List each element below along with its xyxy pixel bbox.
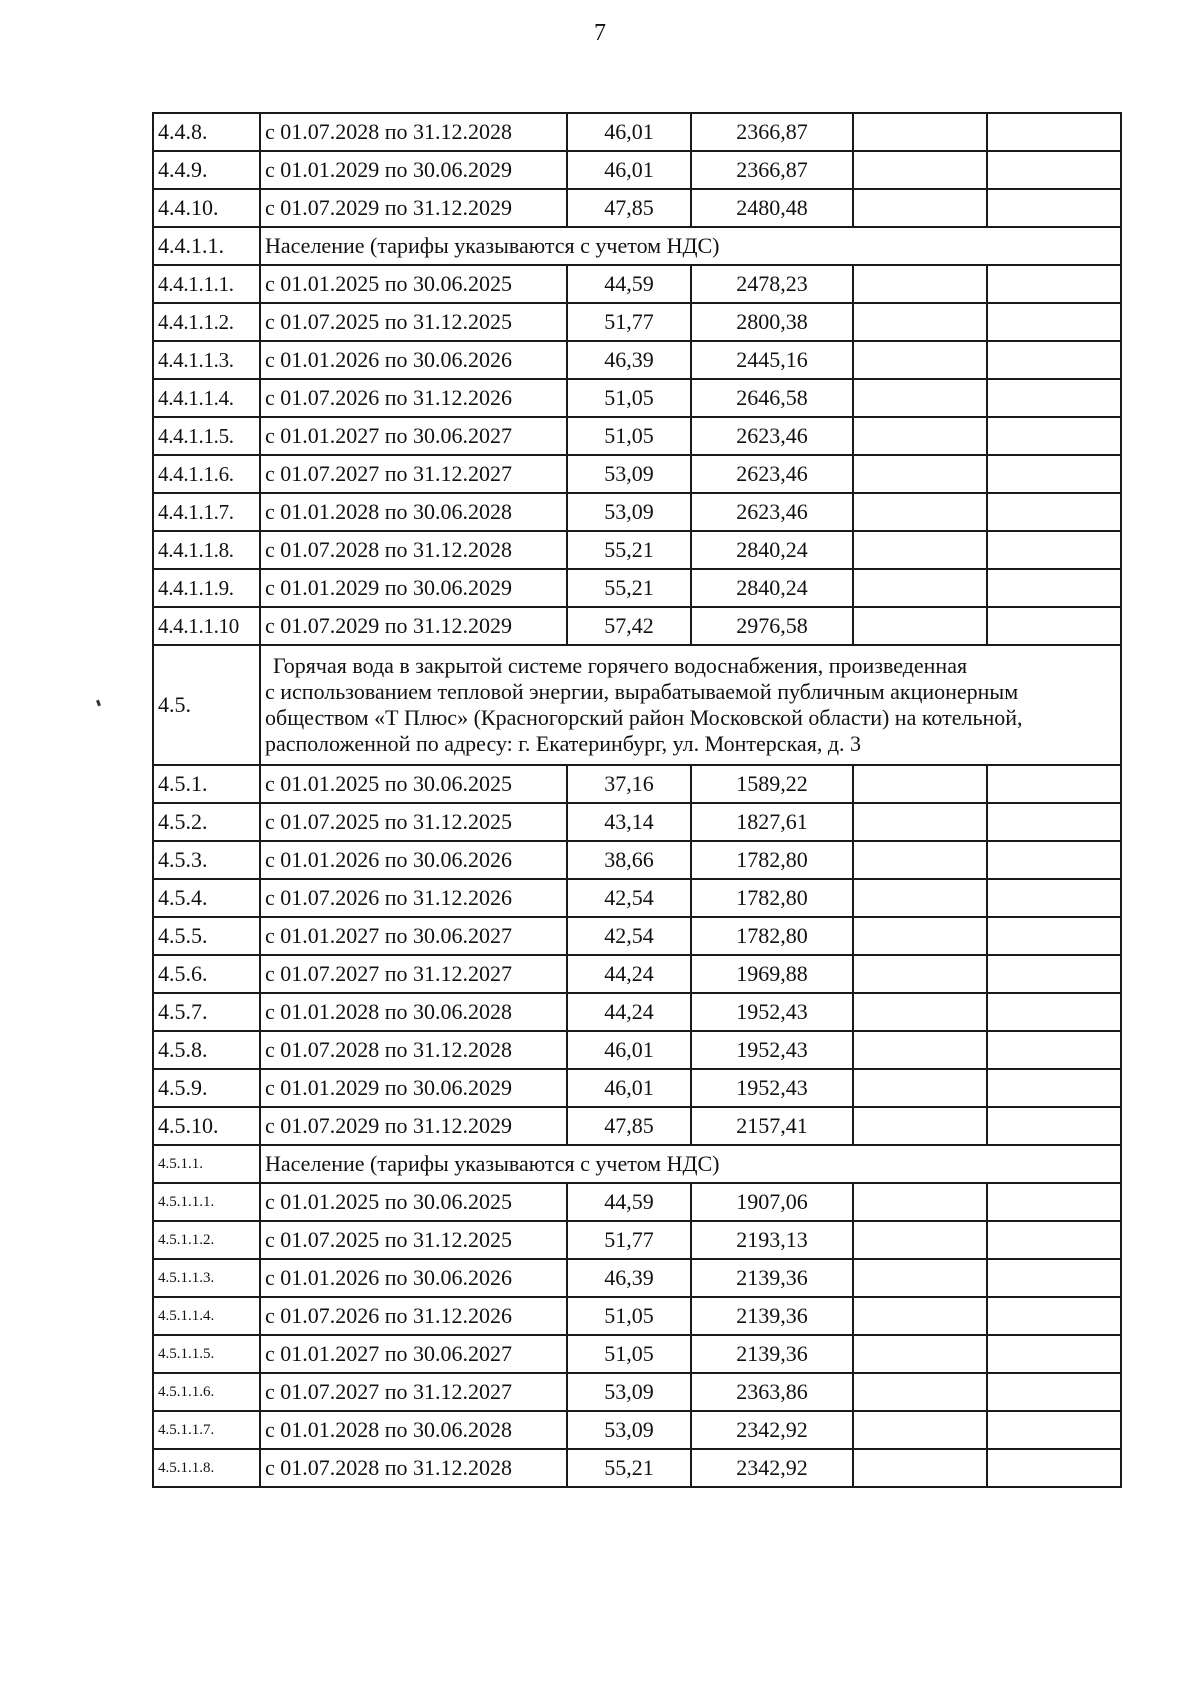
value-cell: 1952,43 — [691, 1069, 853, 1107]
empty-cell — [853, 879, 987, 917]
empty-cell — [853, 265, 987, 303]
period-cell: с 01.07.2025 по 31.12.2025 — [260, 303, 567, 341]
value-cell: 1589,22 — [691, 765, 853, 803]
empty-cell — [987, 341, 1121, 379]
empty-cell — [853, 993, 987, 1031]
value-cell: 38,66 — [567, 841, 691, 879]
table-row — [153, 879, 1121, 917]
value-cell: 46,39 — [567, 341, 691, 379]
row-number: 4.4.1.1. — [153, 227, 260, 265]
value-cell: 2623,46 — [691, 417, 853, 455]
empty-cell — [853, 379, 987, 417]
period-cell: с 01.01.2026 по 30.06.2026 — [260, 841, 567, 879]
row-number: 4.5.1.1. — [153, 1145, 260, 1183]
empty-cell — [853, 841, 987, 879]
empty-cell — [987, 1335, 1121, 1373]
empty-cell — [853, 955, 987, 993]
empty-cell — [853, 1297, 987, 1335]
value-cell: 51,05 — [567, 379, 691, 417]
section-description-line: обществом «Т Плюс» (Красногорский район Московской области) на котельной, — [265, 705, 1023, 730]
empty-cell — [853, 607, 987, 645]
period-cell: с 01.07.2028 по 31.12.2028 — [260, 1449, 567, 1487]
period-cell: с 01.01.2025 по 30.06.2025 — [260, 765, 567, 803]
table-row — [153, 955, 1121, 993]
period-cell: с 01.01.2027 по 30.06.2027 — [260, 417, 567, 455]
period-cell: с 01.01.2028 по 30.06.2028 — [260, 993, 567, 1031]
value-cell: 47,85 — [567, 189, 691, 227]
table-row — [153, 607, 1121, 645]
period-cell: с 01.07.2026 по 31.12.2026 — [260, 379, 567, 417]
row-number: 4.5.7. — [153, 993, 260, 1031]
period-cell: с 01.07.2027 по 31.12.2027 — [260, 955, 567, 993]
period-cell: с 01.07.2028 по 31.12.2028 — [260, 113, 567, 151]
section-row — [153, 227, 1121, 265]
row-number: 4.5.2. — [153, 803, 260, 841]
value-cell: 1907,06 — [691, 1183, 853, 1221]
period-cell: с 01.07.2025 по 31.12.2025 — [260, 1221, 567, 1259]
table-row — [153, 1373, 1121, 1411]
value-cell: 44,59 — [567, 265, 691, 303]
empty-cell — [853, 531, 987, 569]
row-number: 4.4.1.1.5. — [153, 417, 260, 455]
empty-cell — [987, 189, 1121, 227]
table-row — [153, 303, 1121, 341]
empty-cell — [987, 1069, 1121, 1107]
value-cell: 51,05 — [567, 1335, 691, 1373]
value-cell: 2139,36 — [691, 1259, 853, 1297]
empty-cell — [987, 917, 1121, 955]
value-cell: 1782,80 — [691, 879, 853, 917]
value-cell: 55,21 — [567, 1449, 691, 1487]
value-cell: 53,09 — [567, 1373, 691, 1411]
value-cell: 2342,92 — [691, 1449, 853, 1487]
empty-cell — [853, 455, 987, 493]
empty-cell — [853, 1411, 987, 1449]
empty-cell — [987, 493, 1121, 531]
value-cell: 2139,36 — [691, 1335, 853, 1373]
value-cell: 2193,13 — [691, 1221, 853, 1259]
table-row — [153, 113, 1121, 151]
value-cell: 2623,46 — [691, 493, 853, 531]
empty-cell — [987, 879, 1121, 917]
empty-cell — [987, 1107, 1121, 1145]
empty-cell — [853, 1183, 987, 1221]
empty-cell — [987, 1449, 1121, 1487]
row-number: 4.4.1.1.8. — [153, 531, 260, 569]
section-description-line: Горячая вода в закрытой системе горячего водоснабжения, произведенная — [273, 653, 968, 678]
empty-cell — [987, 265, 1121, 303]
empty-cell — [987, 417, 1121, 455]
value-cell: 2840,24 — [691, 569, 853, 607]
empty-cell — [987, 1297, 1121, 1335]
table-row — [153, 1297, 1121, 1335]
empty-cell — [987, 1373, 1121, 1411]
row-number: 4.5.1.1.2. — [153, 1221, 260, 1259]
row-number: 4.4.1.1.1. — [153, 265, 260, 303]
empty-cell — [853, 1449, 987, 1487]
table-row — [153, 1069, 1121, 1107]
empty-cell — [853, 1373, 987, 1411]
empty-cell — [987, 531, 1121, 569]
section-title: Население (тарифы указываются с учетом НДС) — [260, 227, 1121, 265]
value-cell: 53,09 — [567, 1411, 691, 1449]
row-number: 4.5.1.1.6. — [153, 1373, 260, 1411]
section-row — [153, 645, 1121, 765]
table-row — [153, 1031, 1121, 1069]
period-cell: с 01.07.2028 по 31.12.2028 — [260, 531, 567, 569]
empty-cell — [853, 803, 987, 841]
value-cell: 46,01 — [567, 1069, 691, 1107]
empty-cell — [853, 917, 987, 955]
value-cell: 1827,61 — [691, 803, 853, 841]
value-cell: 1952,43 — [691, 993, 853, 1031]
value-cell: 1782,80 — [691, 841, 853, 879]
row-number: 4.4.10. — [153, 189, 260, 227]
value-cell: 2157,41 — [691, 1107, 853, 1145]
empty-cell — [853, 1107, 987, 1145]
period-cell: с 01.01.2025 по 30.06.2025 — [260, 265, 567, 303]
period-cell: с 01.01.2026 по 30.06.2026 — [260, 1259, 567, 1297]
value-cell: 2139,36 — [691, 1297, 853, 1335]
period-cell: с 01.01.2028 по 30.06.2028 — [260, 1411, 567, 1449]
row-number: 4.4.1.1.10 — [153, 607, 260, 645]
empty-cell — [987, 303, 1121, 341]
empty-cell — [853, 1069, 987, 1107]
value-cell: 2480,48 — [691, 189, 853, 227]
row-number: 4.5.10. — [153, 1107, 260, 1145]
empty-cell — [987, 379, 1121, 417]
value-cell: 2623,46 — [691, 455, 853, 493]
row-number: 4.5.3. — [153, 841, 260, 879]
table-row — [153, 1183, 1121, 1221]
row-number: 4.4.1.1.6. — [153, 455, 260, 493]
empty-cell — [987, 841, 1121, 879]
value-cell: 51,05 — [567, 1297, 691, 1335]
table-row — [153, 151, 1121, 189]
value-cell: 42,54 — [567, 917, 691, 955]
value-cell: 43,14 — [567, 803, 691, 841]
period-cell: с 01.07.2029 по 31.12.2029 — [260, 1107, 567, 1145]
empty-cell — [987, 1031, 1121, 1069]
row-number: 4.4.1.1.7. — [153, 493, 260, 531]
empty-cell — [987, 151, 1121, 189]
empty-cell — [987, 1183, 1121, 1221]
value-cell: 1969,88 — [691, 955, 853, 993]
value-cell: 1952,43 — [691, 1031, 853, 1069]
table-row — [153, 417, 1121, 455]
empty-cell — [853, 341, 987, 379]
value-cell: 57,42 — [567, 607, 691, 645]
period-cell: с 01.01.2026 по 30.06.2026 — [260, 341, 567, 379]
empty-cell — [987, 803, 1121, 841]
table-row — [153, 189, 1121, 227]
empty-cell — [853, 303, 987, 341]
empty-cell — [987, 1411, 1121, 1449]
empty-cell — [987, 1221, 1121, 1259]
empty-cell — [853, 1031, 987, 1069]
period-cell: с 01.07.2027 по 31.12.2027 — [260, 1373, 567, 1411]
row-number: 4.5.4. — [153, 879, 260, 917]
empty-cell — [853, 1221, 987, 1259]
value-cell: 2342,92 — [691, 1411, 853, 1449]
table-row — [153, 1449, 1121, 1487]
value-cell: 55,21 — [567, 531, 691, 569]
empty-cell — [853, 569, 987, 607]
section-description-line: с использованием тепловой энергии, вырабатываемой публичным акционерным — [265, 679, 1019, 704]
empty-cell — [853, 151, 987, 189]
table-row — [153, 265, 1121, 303]
value-cell: 2646,58 — [691, 379, 853, 417]
period-cell: с 01.07.2026 по 31.12.2026 — [260, 879, 567, 917]
value-cell: 2366,87 — [691, 113, 853, 151]
empty-cell — [853, 189, 987, 227]
value-cell: 46,01 — [567, 151, 691, 189]
value-cell: 2800,38 — [691, 303, 853, 341]
period-cell: с 01.07.2028 по 31.12.2028 — [260, 1031, 567, 1069]
table-row — [153, 841, 1121, 879]
value-cell: 46,01 — [567, 1031, 691, 1069]
row-number: 4.5.1.1.3. — [153, 1259, 260, 1297]
row-number: 4.5.1.1.7. — [153, 1411, 260, 1449]
value-cell: 47,85 — [567, 1107, 691, 1145]
value-cell: 46,39 — [567, 1259, 691, 1297]
period-cell: с 01.07.2025 по 31.12.2025 — [260, 803, 567, 841]
empty-cell — [987, 455, 1121, 493]
section-title: Население (тарифы указываются с учетом НДС) — [260, 1145, 1121, 1183]
value-cell: 42,54 — [567, 879, 691, 917]
period-cell: с 01.01.2027 по 30.06.2027 — [260, 917, 567, 955]
value-cell: 51,05 — [567, 417, 691, 455]
period-cell: с 01.01.2027 по 30.06.2027 — [260, 1335, 567, 1373]
value-cell: 51,77 — [567, 1221, 691, 1259]
row-number: 4.4.1.1.2. — [153, 303, 260, 341]
empty-cell — [987, 607, 1121, 645]
value-cell: 46,01 — [567, 113, 691, 151]
row-number: 4.5.1.1.1. — [153, 1183, 260, 1221]
value-cell: 53,09 — [567, 455, 691, 493]
period-cell: с 01.07.2026 по 31.12.2026 — [260, 1297, 567, 1335]
tariff-table — [152, 112, 1122, 1488]
table-row — [153, 341, 1121, 379]
value-cell: 2445,16 — [691, 341, 853, 379]
value-cell: 55,21 — [567, 569, 691, 607]
period-cell: с 01.01.2028 по 30.06.2028 — [260, 493, 567, 531]
row-number: 4.4.1.1.9. — [153, 569, 260, 607]
value-cell: 2478,23 — [691, 265, 853, 303]
table-row — [153, 493, 1121, 531]
value-cell: 53,09 — [567, 493, 691, 531]
row-number: 4.5.1.1.4. — [153, 1297, 260, 1335]
value-cell: 37,16 — [567, 765, 691, 803]
table-row — [153, 1335, 1121, 1373]
row-number: 4.5. — [153, 645, 260, 765]
table-row — [153, 569, 1121, 607]
empty-cell — [853, 113, 987, 151]
row-number: 4.4.8. — [153, 113, 260, 151]
table-row — [153, 531, 1121, 569]
table-row — [153, 1411, 1121, 1449]
empty-cell — [987, 1259, 1121, 1297]
empty-cell — [853, 493, 987, 531]
page-number: 7 — [594, 20, 606, 46]
empty-cell — [853, 765, 987, 803]
value-cell: 51,77 — [567, 303, 691, 341]
value-cell: 1782,80 — [691, 917, 853, 955]
period-cell: с 01.07.2029 по 31.12.2029 — [260, 607, 567, 645]
period-cell: с 01.01.2029 по 30.06.2029 — [260, 1069, 567, 1107]
empty-cell — [987, 955, 1121, 993]
table-row — [153, 803, 1121, 841]
value-cell: 44,59 — [567, 1183, 691, 1221]
empty-cell — [853, 1335, 987, 1373]
scan-speck — [96, 700, 101, 707]
row-number: 4.5.1.1.5. — [153, 1335, 260, 1373]
row-number: 4.5.1. — [153, 765, 260, 803]
value-cell: 2366,87 — [691, 151, 853, 189]
empty-cell — [853, 1259, 987, 1297]
period-cell: с 01.01.2029 по 30.06.2029 — [260, 569, 567, 607]
table-row — [153, 379, 1121, 417]
empty-cell — [853, 417, 987, 455]
row-number: 4.5.5. — [153, 917, 260, 955]
value-cell: 2363,86 — [691, 1373, 853, 1411]
table-row — [153, 1221, 1121, 1259]
table-row — [153, 455, 1121, 493]
row-number: 4.5.9. — [153, 1069, 260, 1107]
empty-cell — [987, 993, 1121, 1031]
section-row — [153, 1145, 1121, 1183]
value-cell: 2840,24 — [691, 531, 853, 569]
tariff-table-body — [153, 113, 1121, 1487]
table-row — [153, 765, 1121, 803]
value-cell: 2976,58 — [691, 607, 853, 645]
row-number: 4.5.6. — [153, 955, 260, 993]
period-cell: с 01.07.2029 по 31.12.2029 — [260, 189, 567, 227]
period-cell: с 01.07.2027 по 31.12.2027 — [260, 455, 567, 493]
empty-cell — [987, 569, 1121, 607]
table-row — [153, 1107, 1121, 1145]
period-cell: с 01.01.2025 по 30.06.2025 — [260, 1183, 567, 1221]
section-description-line: расположенной по адресу: г. Екатеринбург, ул. Монтерская, д. 3 — [265, 731, 862, 756]
empty-cell — [987, 113, 1121, 151]
value-cell: 44,24 — [567, 993, 691, 1031]
value-cell: 44,24 — [567, 955, 691, 993]
row-number: 4.5.8. — [153, 1031, 260, 1069]
table-row — [153, 993, 1121, 1031]
row-number: 4.5.1.1.8. — [153, 1449, 260, 1487]
section-description — [260, 645, 1121, 765]
row-number: 4.4.1.1.4. — [153, 379, 260, 417]
period-cell: с 01.01.2029 по 30.06.2029 — [260, 151, 567, 189]
table-row — [153, 917, 1121, 955]
table-row — [153, 1259, 1121, 1297]
row-number: 4.4.1.1.3. — [153, 341, 260, 379]
empty-cell — [987, 765, 1121, 803]
row-number: 4.4.9. — [153, 151, 260, 189]
